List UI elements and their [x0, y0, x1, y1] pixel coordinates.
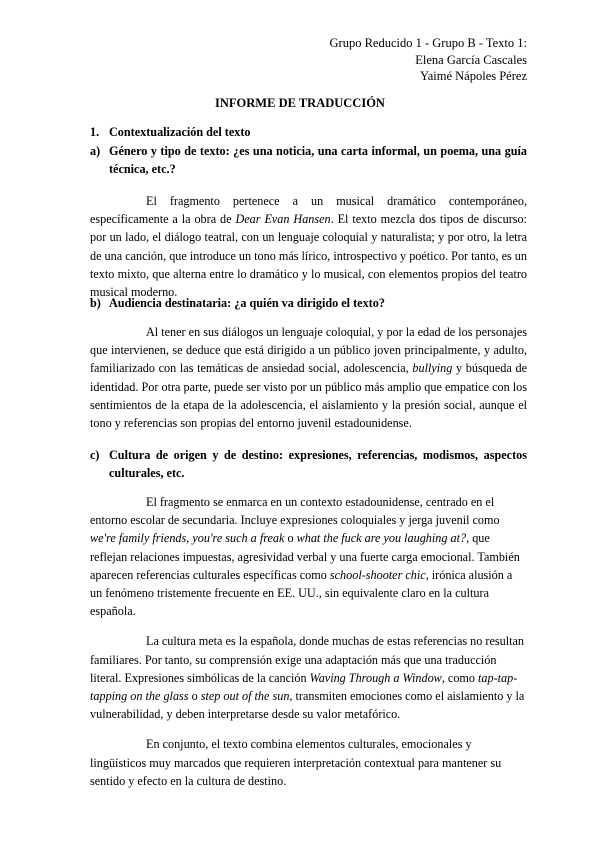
- italic-quote: what the fuck are you laughing at?: [296, 531, 467, 546]
- subsection-b-number: b): [90, 296, 101, 310]
- text-run: Al tener en sus diálogos un lenguaje coloquial, y por la edad de los personajes que intervienen, se deduce que está dirigido a un público joven principalmente, y adulto, familiarizado con las temáticas de ansiedad social, adolescencia,: [90, 325, 527, 376]
- italic-quote: tap-tap-tapping on the glass: [90, 670, 518, 704]
- subsection-a-label: Género y tipo de texto: ¿es una noticia, una carta informal, un poema, una guía técnica, etc.?: [109, 144, 527, 176]
- italic-quote: school-shooter chic: [329, 567, 426, 582]
- document-title: INFORME DE TRADUCCIÓN: [215, 96, 385, 110]
- italic-quote: we're family friends, you're such a freak: [90, 531, 285, 546]
- text-run: La cultura meta es la española, donde muchas de estas referencias no resultan familiares. Por tanto, su comprensión exige una adaptación más que una traducción literal. Expresiones simbólicas de la canción: [90, 634, 524, 685]
- subsection-c: [90, 446, 527, 790]
- subsection-c-heading: [90, 446, 527, 482]
- text-run: y búsqueda de identidad. Por otra parte, puede ser visto por un público más amplio que empatice con los sentimientos de la etapa de la adolescencia, el aislamiento y la presión social, aunque el tono y referencias son propias del entorno juvenil estadounidense.: [90, 361, 527, 431]
- section-1-label: Contextualización del texto: [109, 125, 251, 139]
- subsection-a-paragraph: [90, 192, 527, 301]
- text-run: , irónica alusión a un fenómeno tristemente frecuente en EE. UU., sin equivalente claro en la cultura española.: [90, 567, 513, 619]
- text-run: o: [284, 531, 297, 546]
- header-line-author-1: Elena García Cascales: [415, 52, 527, 67]
- italic-song-title: Waving Through a Window: [309, 670, 442, 685]
- text-run: , como: [441, 670, 479, 685]
- subsection-b-paragraph: [90, 323, 527, 432]
- text-run: , que reflejan relaciones impuestas, agresividad verbal y una fuerte carga emocional. También aparecen referencias culturales específicas como: [90, 531, 520, 582]
- document-header: [330, 35, 527, 85]
- italic-term: bullying: [412, 361, 453, 376]
- subsection-c-number: c): [90, 448, 100, 462]
- italic-quote: step out of the sun: [200, 689, 290, 704]
- subsection-b-heading: [90, 294, 527, 312]
- header-line-author-2: Yaimé Nápoles Pérez: [419, 69, 527, 83]
- section-1-heading: [90, 124, 527, 141]
- text-run: o: [188, 689, 201, 704]
- subsection-a-heading: [90, 142, 527, 178]
- subsection-c-label: Cultura de origen y de destino: expresiones, referencias, modismos, aspectos culturales, etc.: [109, 448, 527, 480]
- subsection-c-paragraph-3: En conjunto, el texto combina elementos culturales, emocionales y lingüísticos muy marcados que requieren interpretación contextual para mantener su sentido y efecto en la cultura de destino.: [90, 737, 502, 788]
- subsection-c-paragraph-1: [90, 493, 527, 620]
- text-run: , transmiten emociones como el aislamiento y la vulnerabilidad, y deben interpretarse desde su valor metafórico.: [90, 689, 525, 722]
- italic-title: Dear Evan Hansen: [235, 212, 331, 227]
- subsection-b-label: Audiencia destinataria: ¿a quién va dirigido el texto?: [109, 296, 385, 310]
- subsection-b: [90, 294, 527, 432]
- text-run: El fragmento pertenece a un musical dramático contemporáneo, específicamente a la obra de: [90, 194, 527, 227]
- subsection-a-number: a): [90, 144, 101, 158]
- section-1: [90, 124, 527, 301]
- text-run: . El texto mezcla dos tipos de discurso: por un lado, el diálogo teatral, con un lenguaje coloquial y naturalista; y por otro, la letra de una canción, que introduce un tono más lírico, introspectivo y poético. Por tanto, es un texto mixto, que alterna entre lo dramático y lo musical, con elementos propios del teatro musical moderno.: [90, 212, 527, 300]
- text-run: El fragmento se enmarca en un contexto estadounidense, centrado en el entorno escolar de secundaria. Incluye expresiones coloquiales y jerga juvenil como: [90, 495, 500, 528]
- subsection-c-paragraph-2: [90, 632, 527, 723]
- header-line-group: Grupo Reducido 1 - Grupo B - Texto 1:: [329, 36, 527, 50]
- section-1-number: 1.: [90, 125, 100, 139]
